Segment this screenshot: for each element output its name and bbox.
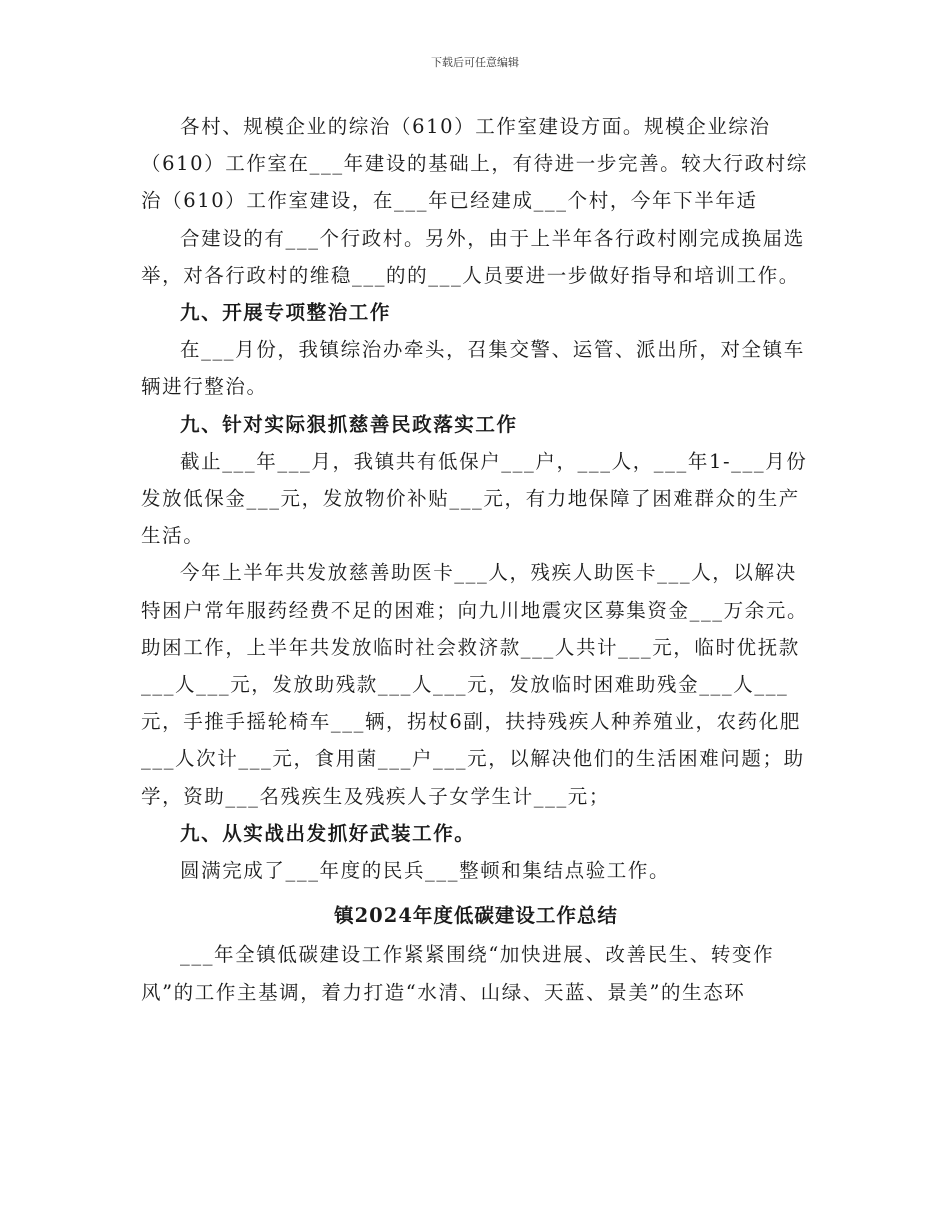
document-body	[141, 108, 811, 1011]
document-title: 镇2024年度低碳建设工作总结	[334, 904, 618, 928]
section-heading: 九、从实战出发抓好武装工作。	[180, 821, 476, 845]
section-heading: 九、开展专项整治工作	[180, 301, 392, 325]
paragraph: ___年全镇低碳建设工作紧紧围绕“加快进展、改善民生、转变作风”的工作主基调，着力打造“水清、山绿、天蓝、景美”的生态环	[141, 943, 775, 1004]
page-header: 下载后可任意编辑	[431, 56, 519, 69]
paragraph: 合建设的有___个行政村。另外，由于上半年各行政村刚完成换届选举，对各行政村的维稳___的的___人员要进一步做好指导和培训工作。	[141, 226, 805, 287]
paragraph: 在___月份，我镇综治办牵头，召集交警、运管、派出所，对全镇车辆进行整治。	[141, 338, 805, 399]
paragraph: 各村、规模企业的综治（610）工作室建设方面。规模企业综治（610）工作室在___年建设的基础上，有待进一步完善。较大行政村综治（610）工作室建设，在___年已经建成___个村，今年下半年适	[141, 115, 808, 213]
paragraph: 截止___年___月，我镇共有低保户___户，___人，___年1-___月份发放低保金___元，发放物价补贴___元，有力地保障了困难群众的生产生活。	[141, 449, 808, 548]
paragraph: 圆满完成了___年度的民兵___整顿和集结点验工作。	[180, 859, 671, 883]
section-heading: 九、针对实际狠抓慈善民政落实工作	[180, 412, 518, 436]
paragraph: 今年上半年共发放慈善助医卡___人，残疾人助医卡___人，以解决特困户常年服药经费不足的困难；向九川地震灾区募集资金___万余元。助困工作，上半年共发放临时社会救济款___人共计___元，临时优抚款___人___元，发放助残款___人___元，发放临时困难助残金___人___元，手推手摇轮椅车___辆，拐杖6副，扶持残疾人种养殖业，农药化肥___人次计___元，食用菌___户___元，以解决他们的生活困难问题；助学，资助___名残疾生及残疾人子女学生计___元；	[141, 561, 809, 808]
